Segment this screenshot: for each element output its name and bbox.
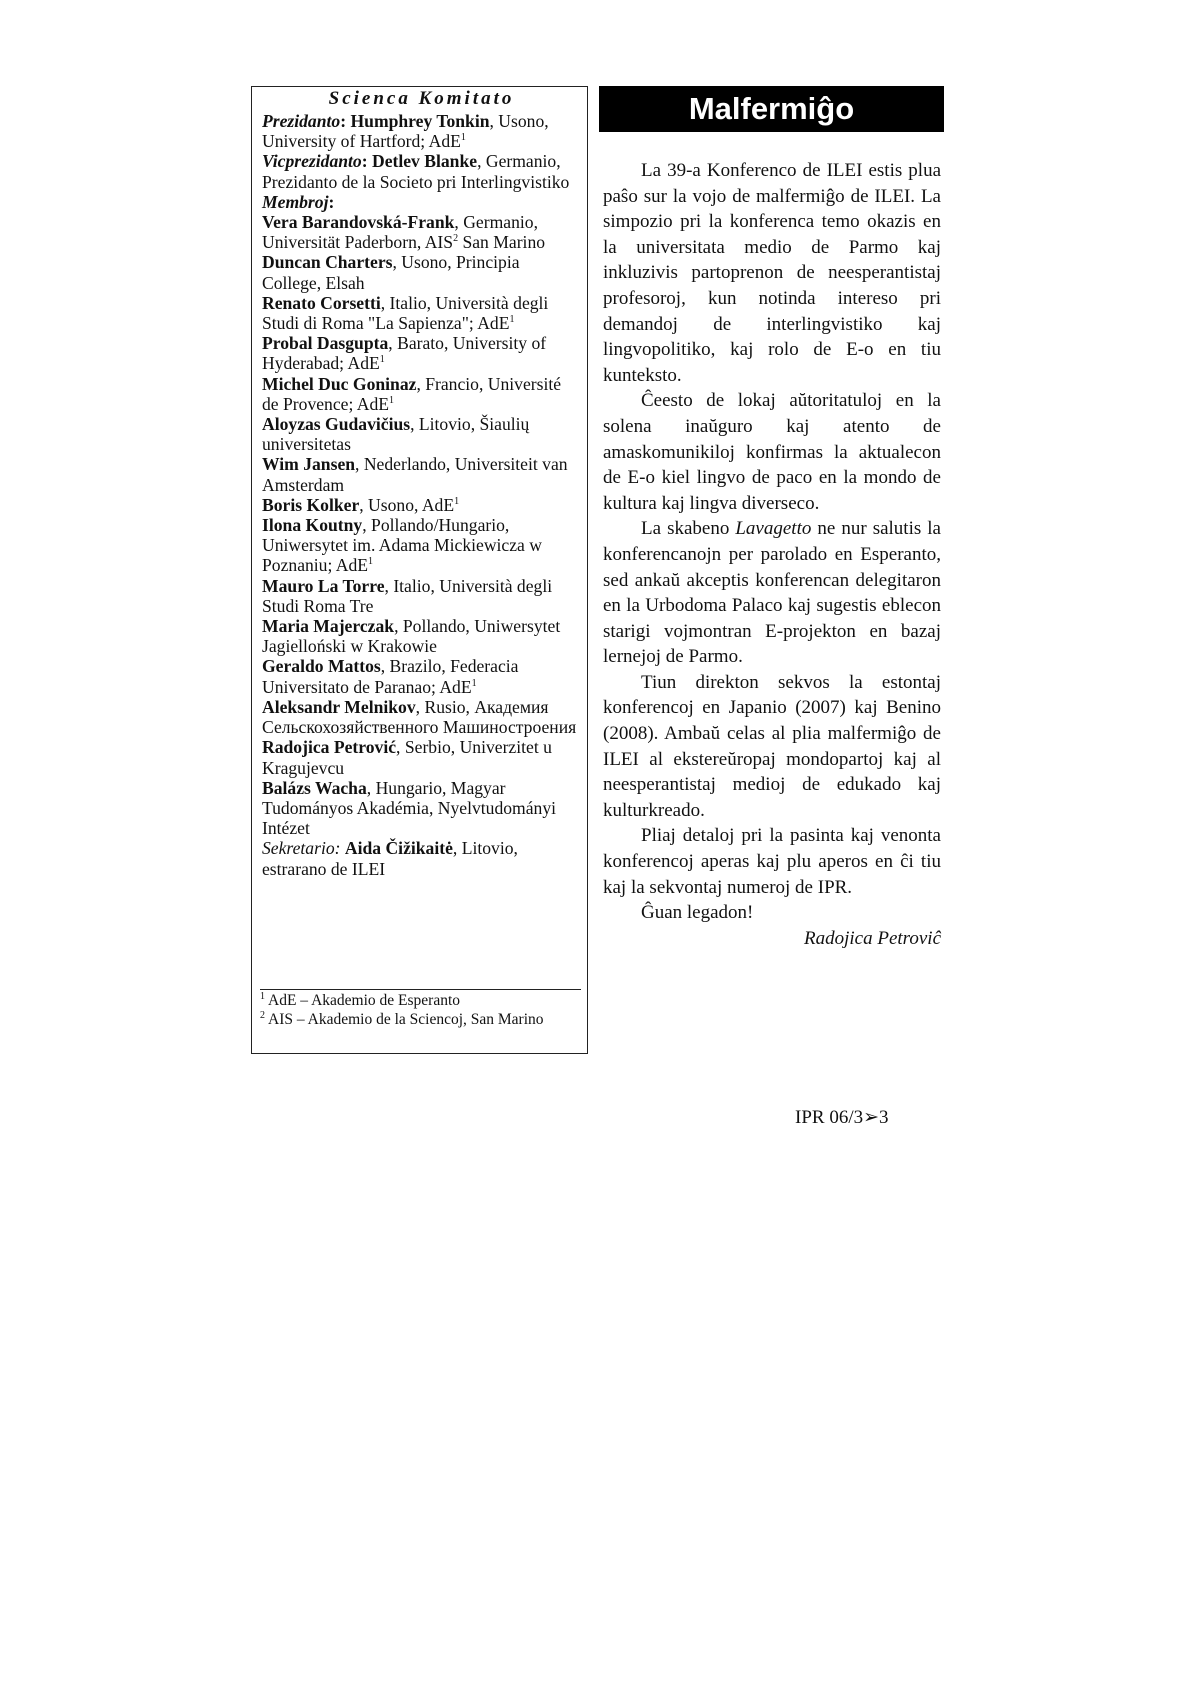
member-affiliation: , Italio, Università degli Studi Roma Tre xyxy=(262,575,553,616)
article-paragraph-2: Ĉeesto de lokaj aŭtoritatuloj en la solena inaŭguro kaj atento de amaskomunikiloj konfirmas la aktualecon de E-o kiel lingvo de paco en la mondo de kultura kaj lingva diverseco. xyxy=(603,390,941,514)
member-entry xyxy=(262,697,581,737)
article-paragraph-1: La 39-a Konferenco de ILEI estis plua paŝo sur la vojo de malfermiĝo de ILEI. La simpozio pri la konferenca temo okazis en la universitata medio de Parmo kaj inkluzivis partoprenon de neesperantistaj profesoroj, kun notinda intereso pri demandoj de interlingvistiko kaj lingvopolitiko, kaj rolo de E-o en tiu kunteksto. xyxy=(603,160,941,386)
member-footnote-mark: 1 xyxy=(368,556,374,568)
member-footnote-mark: 1 xyxy=(379,354,385,366)
member-affiliation: , Brazilo, Federacia Universitato de Paranao; AdE xyxy=(262,656,519,697)
member-affiliation: , Germanio, Universität Paderborn, AIS xyxy=(262,212,538,253)
member-affiliation: , Pollando, Uniwersytet Jagielloński w Krakowie xyxy=(262,616,561,657)
member-affiliation: , Usono, AdE xyxy=(359,494,455,515)
member-entry xyxy=(262,374,581,414)
p3-text-after: ne nur salutis la konferencanojn per parolado en Esperanto, sed ankaŭ akceptis konferencan delegitaron en la Urbodoma Palaco kaj sugestis eblecon starigi vojmontran E-projekton en bazaj lernejoj de Parmo. xyxy=(603,518,941,668)
committee-box xyxy=(251,86,588,1054)
member-name: Maria Majerczak xyxy=(262,616,395,637)
member-name: Aloyzas Gudavičius xyxy=(262,414,411,435)
member-name: Probal Dasgupta xyxy=(262,333,389,354)
member-entry xyxy=(262,333,581,373)
member-name: Wim Jansen xyxy=(262,454,356,475)
member-name: Vera Barandovská-Frank xyxy=(262,212,455,233)
secretary-entry xyxy=(262,838,581,878)
article-body xyxy=(603,158,941,951)
member-entry xyxy=(262,616,581,656)
vice-president-name: Detlev Blanke xyxy=(371,151,478,172)
member-entry xyxy=(262,656,581,696)
member-affiliation-tail: San Marino xyxy=(458,232,546,253)
member-name: Balázs Wacha xyxy=(262,777,367,798)
vice-president-affiliation: , Germanio, Prezidanto de la Societo pri Interlingvistiko xyxy=(262,151,570,192)
secretary-name: Aida Čižikaitė xyxy=(344,838,453,859)
member-name: Radojica Petrović xyxy=(262,737,397,758)
secretary-affiliation: , Litovio, estrarano de ILEI xyxy=(262,838,518,879)
member-entry xyxy=(262,414,581,454)
members-sep: : xyxy=(328,191,335,212)
president-affiliation: , Usono, University of Hartford; AdE xyxy=(262,111,549,152)
member-footnote-mark: 1 xyxy=(454,496,460,507)
member-footnote-mark: 1 xyxy=(509,314,515,326)
member-entry xyxy=(262,515,581,576)
member-name: Aleksandr Melnikov xyxy=(262,696,416,717)
member-affiliation: , Litovio, Šiaulių universitetas xyxy=(262,414,530,455)
article-paragraph-6: Ĝuan legadon! xyxy=(641,902,754,924)
member-entry xyxy=(262,454,581,494)
committee-title: Scienca Komitato xyxy=(328,88,515,109)
member-entry xyxy=(262,212,581,252)
member-footnote-mark: 1 xyxy=(389,394,395,406)
member-footnote-mark: 2 xyxy=(453,233,459,245)
page-number: IPR 06/3➢3 xyxy=(795,1107,889,1128)
footnote xyxy=(260,1010,581,1029)
member-entry xyxy=(262,737,581,777)
member-affiliation: , Serbio, Univerzitet u Kragujevcu xyxy=(262,737,552,778)
secretary-sep: : xyxy=(334,838,341,859)
footnote-text: AIS – Akademio de la Sciencoj, San Marino xyxy=(265,1011,544,1028)
footnote-mark: 2 xyxy=(260,1009,265,1021)
member-affiliation: , Rusio, Академия Сельскохозяйственного Машиностроения xyxy=(262,696,577,738)
p3-text-before: La skabeno xyxy=(641,518,736,540)
footnote-mark: 1 xyxy=(260,990,265,1002)
footnotes xyxy=(260,989,581,1029)
member-name: Duncan Charters xyxy=(262,252,393,273)
footnote-text: AdE – Akademio de Esperanto xyxy=(265,992,460,1009)
member-affiliation: , Francio, Université de Provence; AdE xyxy=(262,373,562,414)
p3-italic-name: Lavagetto xyxy=(735,518,812,540)
vice-president-role: Vicprezidanto xyxy=(262,151,362,172)
article-paragraph-5: Pliaj detaloj pri la pasinta kaj venonta konferencoj aperas kaj plu aperos en ĉi tiu kaj la sekvontaj numeroj de IPR. xyxy=(603,825,941,898)
president-name: Humphrey Tonkin xyxy=(350,111,490,131)
members-list xyxy=(262,212,581,838)
footnote xyxy=(260,991,581,1010)
article-paragraph-4: Tiun direkton sekvos la estontaj konferencoj en Japanio (2007) kaj Benino (2008). Ambaŭ celas al plia malfermiĝo de ILEI al ekstereŭropaj mondopartoj kaj al neesperantistaj medioj de edukado kaj kulturkreado. xyxy=(603,671,941,821)
member-name: Boris Kolker xyxy=(262,494,360,515)
vice-president-sep: : xyxy=(361,151,368,172)
member-entry xyxy=(262,252,581,292)
president-sep: : xyxy=(340,111,347,131)
member-affiliation: , Italio, Università degli Studi di Roma "La Sapienza"; AdE xyxy=(262,292,549,334)
member-name: Geraldo Mattos xyxy=(262,656,381,677)
president-footnote-mark: 1 xyxy=(460,132,466,144)
member-name: Michel Duc Goninaz xyxy=(262,373,417,394)
secretary-role: Sekretario xyxy=(262,838,335,859)
president-role: Prezidanto xyxy=(262,111,341,131)
article-paragraph-3 xyxy=(603,516,941,670)
member-affiliation: , Barato, University of Hyderabad; AdE xyxy=(262,333,547,374)
vice-president-entry xyxy=(262,151,581,191)
member-entry xyxy=(262,293,581,333)
member-affiliation: , Usono, Principia College, Elsah xyxy=(262,252,520,293)
article-heading: Malfermiĝo xyxy=(599,86,944,132)
member-affiliation: , Hungario, Magyar Tudományos Akadémia, Nyelvtudományi Intézet xyxy=(262,777,557,839)
member-affiliation: , Pollando/Hungario, Uniwersytet im. Adama Mickiewicza w Poznaniu; AdE xyxy=(262,515,542,576)
member-entry xyxy=(262,778,581,839)
president-entry xyxy=(262,111,581,151)
member-entry xyxy=(262,495,581,515)
article-signature: Radojica Petroviĉ xyxy=(804,927,941,949)
member-entry xyxy=(262,576,581,616)
member-name: Renato Corsetti xyxy=(262,292,381,313)
member-affiliation: , Nederlando, Universiteit van Amsterdam xyxy=(262,454,568,495)
member-footnote-mark: 1 xyxy=(471,677,477,689)
members-heading xyxy=(262,192,581,212)
member-name: Mauro La Torre xyxy=(262,575,385,596)
member-name: Ilona Koutny xyxy=(262,515,363,536)
members-label: Membroj xyxy=(262,191,329,212)
